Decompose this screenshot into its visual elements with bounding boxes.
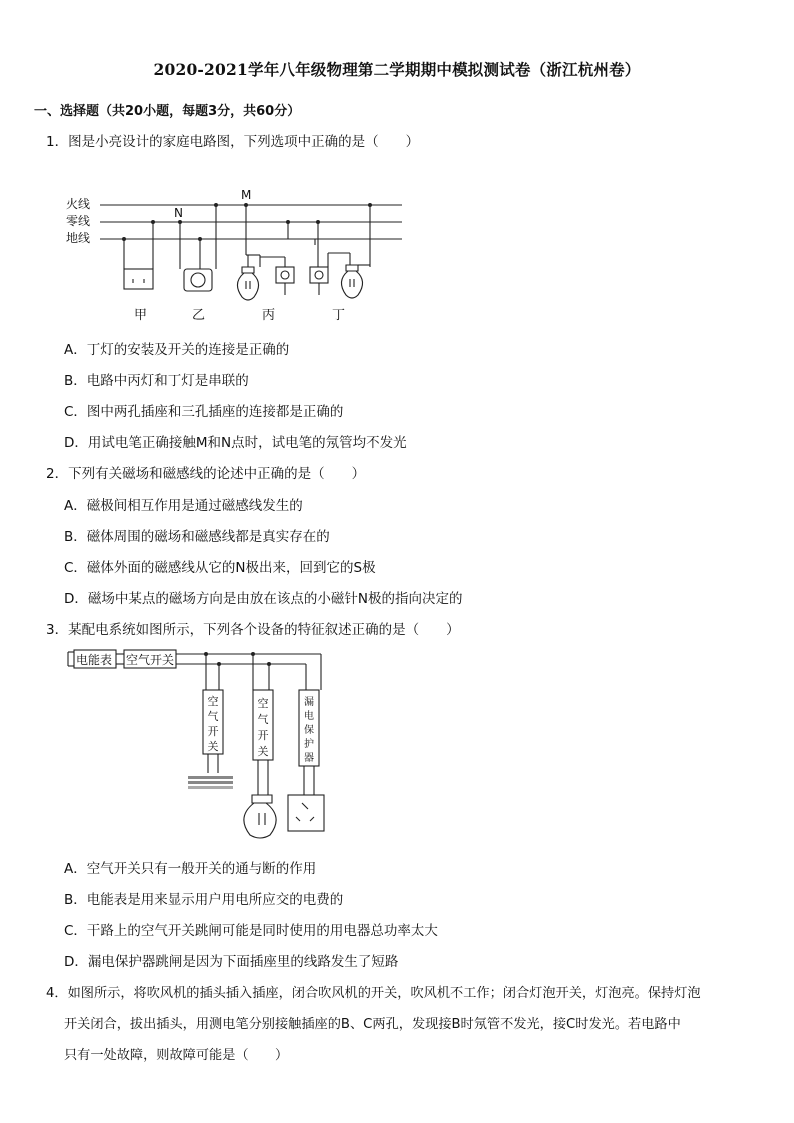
- rcd-char-3: 保: [304, 725, 314, 736]
- q3-option-a: A．空气开关只有一般开关的通与断的作用: [64, 861, 317, 877]
- question-4-line-1: 4．如图所示，将吹风机的插头插入插座，闭合吹风机的开关，吹风机不工作；闭合灯泡开关，灯泡亮。保持灯泡: [46, 986, 701, 1001]
- section-heading: 一、选择题（共20小题，每题3分，共60分）: [34, 104, 301, 119]
- label-live: 火线: [66, 197, 91, 211]
- question-1-stem: 1．图是小亮设计的家庭电路图，下列选项中正确的是（ ）: [46, 134, 420, 150]
- question-3-stem: 3．某配电系统如图所示，下列各个设备的特征叙述正确的是（ ）: [46, 622, 460, 638]
- q3-option-b: B．电能表是用来显示用户用电所应交的电费的: [64, 892, 344, 908]
- three-hole-socket-yi: [184, 269, 212, 291]
- label-bing: 丙: [262, 308, 276, 323]
- label-ground: 地线: [66, 231, 91, 245]
- label-main-switch: 空气开关: [126, 653, 175, 667]
- sw1-char-3: 开: [207, 725, 219, 738]
- question-3-distribution-diagram: [66, 645, 346, 845]
- sw1-char-1: 空: [207, 695, 219, 708]
- appliance-block: [188, 776, 233, 779]
- label-N: N: [174, 206, 183, 220]
- rcd-char-2: 电: [304, 711, 314, 722]
- label-ding: 丁: [332, 308, 346, 323]
- sw1-char-2: 气: [207, 710, 219, 723]
- q2-option-a: A．磁极间相互作用是通过磁感线发生的: [64, 498, 303, 514]
- lamp-bing: [237, 273, 258, 300]
- sw2-char-4: 关: [257, 745, 269, 758]
- q2-option-c: C．磁体外面的磁感线从它的N极出来，回到它的S极: [64, 560, 376, 576]
- question-4-line-2: 开关闭合，拔出插头，用测电笔分别接触插座的B、C两孔，发现接B时氖管不发光，接C时发光。若电路中: [64, 1017, 681, 1032]
- q1-option-b: B．电路中丙灯和丁灯是串联的: [64, 373, 249, 389]
- label-jia: 甲: [134, 308, 148, 323]
- rcd-char-1: 漏: [304, 697, 314, 708]
- page-title: 2020-2021学年八年级物理第二学期期中模拟测试卷（浙江杭州卷）: [153, 60, 641, 79]
- two-hole-socket-jia: [124, 269, 153, 289]
- q1-option-c: C．图中两孔插座和三孔插座的连接都是正确的: [64, 404, 344, 420]
- question-4-line-3: 只有一处故障，则故障可能是（ ）: [64, 1048, 289, 1063]
- switch-bing: [276, 267, 294, 283]
- label-meter: 电能表: [76, 653, 113, 667]
- sw2-char-1: 空: [257, 697, 269, 710]
- q1-option-a: A．丁灯的安装及开关的连接是正确的: [64, 342, 290, 358]
- question-1-circuit-diagram: [60, 185, 420, 330]
- switch-ding: [310, 267, 328, 283]
- lamp-ding: [341, 271, 362, 298]
- three-hole-socket-q3: [288, 795, 324, 831]
- q1-option-d: D．用试电笔正确接触M和N点时，试电笔的氖管均不发光: [64, 435, 407, 451]
- q2-option-d: D．磁场中某点的磁场方向是由放在该点的小磁针N极的指向决定的: [64, 591, 463, 607]
- sw2-char-3: 开: [257, 729, 269, 742]
- q2-option-b: B．磁体周围的磁场和磁感线都是真实存在的: [64, 529, 330, 545]
- question-2-stem: 2．下列有关磁场和磁感线的论述中正确的是（ ）: [46, 466, 366, 482]
- q3-option-d: D．漏电保护器跳闸是因为下面插座里的线路发生了短路: [64, 954, 399, 970]
- sw1-char-4: 关: [207, 740, 219, 753]
- rcd-char-4: 护: [304, 739, 314, 750]
- label-yi: 乙: [192, 308, 206, 323]
- q3-option-c: C．干路上的空气开关跳闸可能是同时使用的用电器总功率太大: [64, 923, 438, 939]
- label-neutral: 零线: [66, 214, 91, 228]
- label-M: M: [241, 188, 252, 202]
- lamp-q3: [244, 803, 276, 838]
- sw2-char-2: 气: [257, 713, 269, 726]
- rcd-char-5: 器: [304, 753, 314, 764]
